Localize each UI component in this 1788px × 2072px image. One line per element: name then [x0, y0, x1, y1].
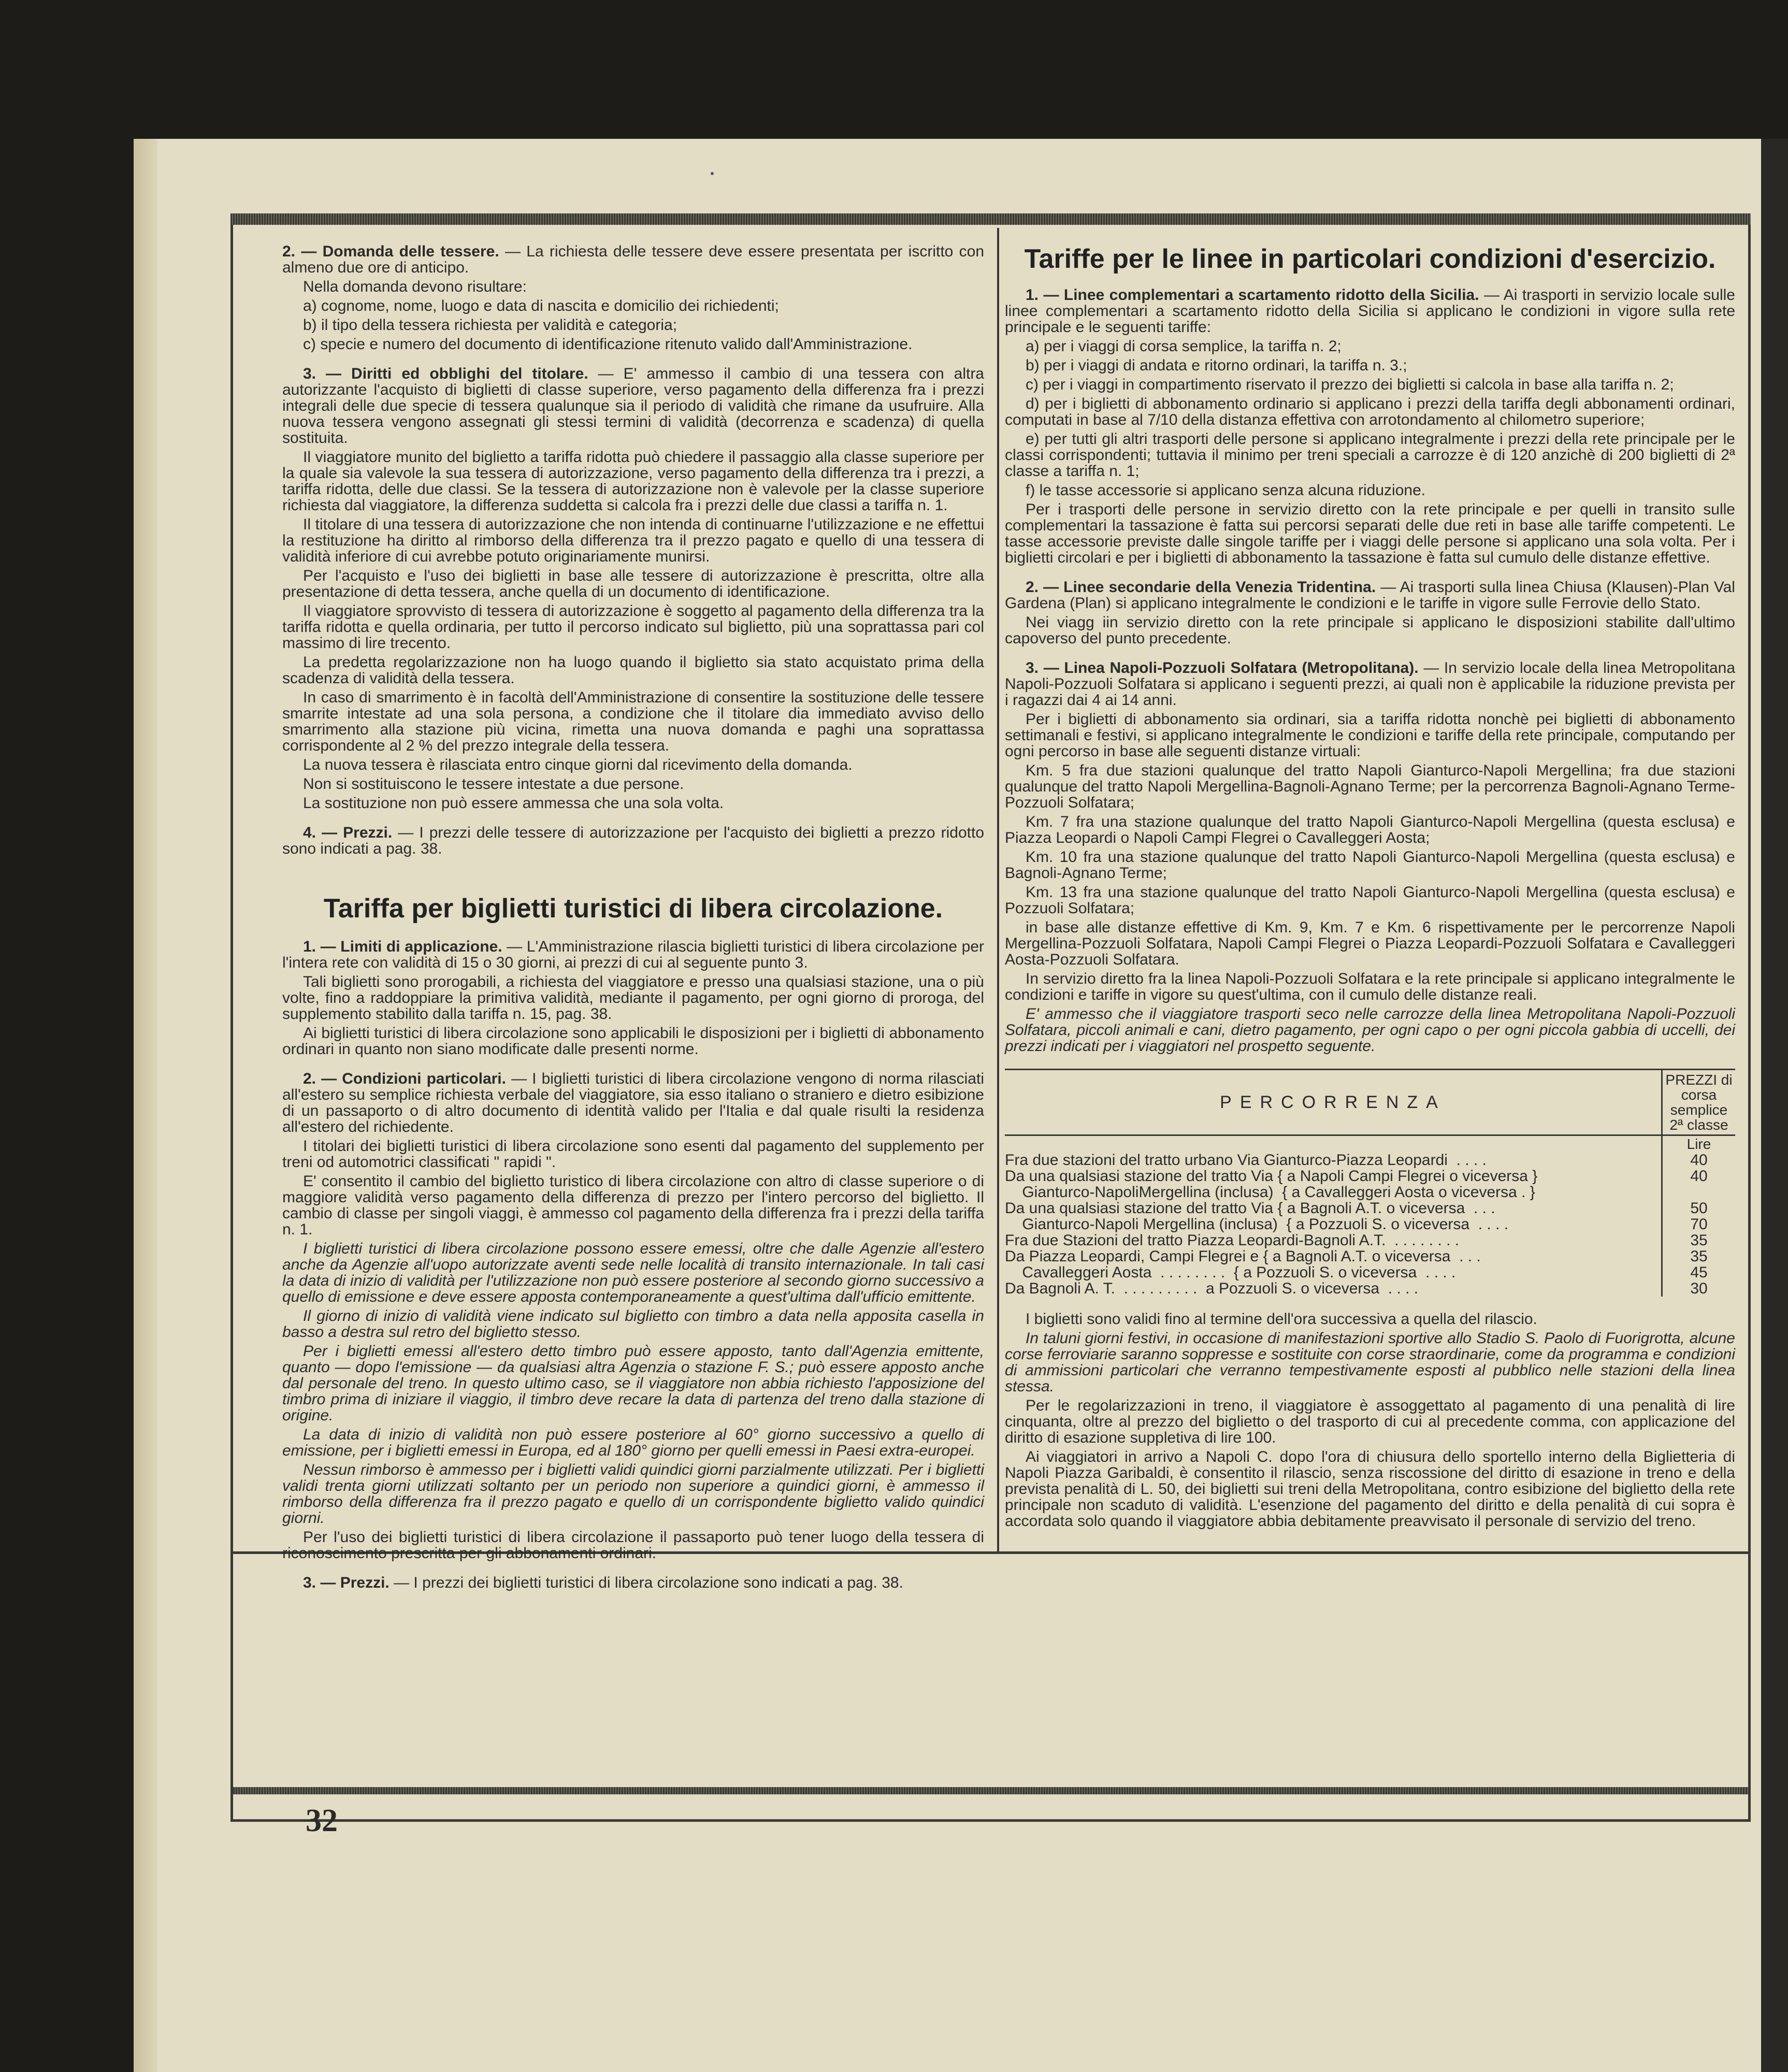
- price-cell: 50: [1661, 1200, 1735, 1216]
- paragraph: La predetta regolarizzazione non ha luogo quando il biglietto sia stato acquistato prima della scadenza di validità della tessera.: [282, 654, 984, 687]
- section-title: — Prezzi.: [322, 824, 393, 841]
- section-venezia-tridentina: [1005, 579, 1735, 611]
- route-cell: Gianturco-Napoli Mergellina (inclusa) { a Pozzuoli S. o viceversa . . . .: [1005, 1216, 1509, 1232]
- paragraph: Nei viagg iin servizio diretto con la rete principale si applicano le disposizioni stabilite dall'ultimo capoverso del punto precedente.: [1005, 614, 1735, 647]
- paragraph: E' consentito il cambio del biglietto turistico di libera circolazione con altro di classe superiore o di maggiore validità verso pagamento della differenza di prezzo per l'intero percorso del biglietto. Il cambio di classe per singoli viaggi, è ammesso col pagamento della differenza fra i prezzi della tariffa n. 1.: [282, 1173, 984, 1238]
- section-limiti-applicazione: [282, 939, 984, 971]
- section-napoli-pozzuoli: [1005, 660, 1735, 708]
- heading-tariffa-turistici: Tariffa per biglietti turistici di libera circolazione.: [323, 894, 943, 924]
- paragraph: La nuova tessera è rilasciata entro cinque giorni dal ricevimento della domanda.: [303, 756, 853, 773]
- page-binding-edge: [134, 139, 157, 2072]
- paragraph: Ai biglietti turistici di libera circolazione sono applicabili le disposizioni per i biglietti di abbonamento ordinari in quanto non siano modificate dalle presenti norme.: [282, 1025, 984, 1058]
- list-item: Km. 7 fra una stazione qualunque del tratto Napoli Gianturco-Napoli Mergellina (questa esclusa) e Piazza Leopardi o Napoli Campi Flegrei o Cavalleggeri Aosta;: [1005, 813, 1735, 846]
- paragraph: Ai viaggiatori in arrivo a Napoli C. dopo l'ora di chiusura dello sportello interno della Biglietteria di Napoli Piazza Garibaldi, è consentito il rilascio, senza riscossione del diritto di esazione in treno e della prevista penalità di L. 50, dei biglietti sui treni della Metropolitana, contro esibizione del biglietto della rete principale non scaduto di validità. L'esenzione del pagamento del diritto e della penalità di cui sopra è accordata solo quando il viaggiatore abbia debitamente preavvisato il personale di servizio del treno.: [1005, 1448, 1735, 1530]
- paragraph: Per l'uso dei biglietti turistici di libera circolazione il passaporto può tener luogo della tessera di riconoscimento prescritta per gli abbonamenti ordinari.: [282, 1529, 984, 1562]
- list-item: e) per tutti gli altri trasporti delle persone si applicano integralmente i prezzi della rete principale per le classi corrispondenti; tuttavia il minimo per treni speciali a carrozze è di 120 anzichè di 200 biglietti di 2ª classe a tariffa n. 1;: [1005, 430, 1735, 480]
- paragraph: Per i trasporti delle persone in servizio diretto con la rete principale e per quelli in transito sulle complementari la tassazione è fatta sui percorsi separati delle due reti in base alle tariffe competenti. Le tasse accessorie previste dalle singole tariffe per i viaggi delle persone si applicano una sola volta. Per i biglietti circolari e per i biglietti di abbonamento la tassazione è fatta sul cumulo delle distanze effettive.: [1005, 501, 1735, 566]
- paragraph: Nella domanda devono risultare:: [303, 278, 527, 295]
- paragraph: Per i biglietti di abbonamento sia ordinari, sia a tariffa ridotta nonchè pei biglietti di abbonamento settimanali e festivi, si applicano integralmente le condizioni e tariffe della rete principale, computando per ogni percorso in base alle seguenti distanze virtuali:: [1005, 711, 1735, 760]
- section-linee-sicilia: [1005, 287, 1735, 335]
- section-number: 4.: [303, 824, 316, 841]
- paragraph: Per l'acquisto e l'uso dei biglietti in base alle tessere di autorizzazione è prescritta, oltre alla presentazione di detta tessera, anche quella di un documento di identificazione.: [282, 567, 984, 600]
- column-header-prezzi: PREZZI di corsa semplice 2ª classe: [1661, 1070, 1735, 1134]
- price-cell: 40: [1661, 1168, 1735, 1184]
- route-cell: Fra due stazioni del tratto urbano Via Gianturco-Piazza Leopardi . . . .: [1005, 1152, 1487, 1168]
- column-header-percorrenza: PERCORRENZA: [1220, 1092, 1446, 1112]
- price-cell: 30: [1661, 1280, 1735, 1297]
- table-unit-row: [1005, 1136, 1735, 1152]
- italic-note: La data di inizio di validità non può essere posteriore al 60° giorno successivo a quello di emissione, per i biglietti emessi in Europa, ed al 180° giorno per quelli emessi in Paesi extra-europei.: [282, 1426, 984, 1459]
- frame-top-rule: [230, 213, 1751, 225]
- section-prezzi-turistici: [282, 1575, 984, 1591]
- italic-note: I biglietti turistici di libera circolazione possono essere emessi, oltre che dalle Agenzie all'estero anche da Agenzie all'uopo autorizzate aventi sede nelle località di transito internazionale. In tali casi la data di inizio di validità per l'utilizzazione non può essere posteriore al secondo giorno successivo a quello di emissione e deve essere apposta contemporaneamente a quest'ultima dall'ufficio emittente.: [282, 1240, 984, 1305]
- paragraph: — I prezzi delle tessere di autorizzazione per l'acquisto dei biglietti a prezzo ridotto sono indicati a pag. 38.: [282, 824, 984, 857]
- paragraph: — Ai trasporti sulla linea Chiusa (Klausen)-Plan Val Gardena (Plan) si applicano integralmente le condizioni e le tariffe in vigore sulle Ferrovie dello Stato.: [1005, 579, 1735, 612]
- section-title: — Linee secondarie della Venezia Tridentina.: [1043, 579, 1376, 596]
- section-domanda-tessere: [282, 243, 984, 276]
- list-item: a) cognome, nome, luogo e data di nascita e domicilio dei richiedenti;: [303, 297, 779, 314]
- section-title: — Linea Napoli-Pozzuoli Solfatara (Metropolitana).: [1043, 659, 1419, 677]
- section-number: 3.: [303, 1574, 316, 1591]
- table-body: [1005, 1152, 1735, 1297]
- left-column: [282, 243, 984, 1594]
- unit-label: Lire: [1661, 1136, 1735, 1152]
- paragraph: Il viaggiatore sprovvisto di tessera di autorizzazione è soggetto al pagamento della differenza tra la tariffa ridotta e quella ordinaria, per tutto il percorso indicato sul biglietto, più una soprattassa pari col massimo di lire trecento.: [282, 602, 984, 652]
- ink-dot: [711, 172, 714, 175]
- table-row: [1005, 1216, 1735, 1232]
- price-cell: 40: [1661, 1152, 1735, 1168]
- paragraph: La sostituzione non può essere ammessa che una sola volta.: [303, 795, 724, 812]
- table-row: [1005, 1232, 1735, 1248]
- italic-note: Nessun rimborso è ammesso per i biglietti validi quindici giorni parzialmente utilizzati. Per i biglietti validi trenta giorni utilizzati soltanto per un periodo non superiore a quindici giorni, è ammesso il rimborso della differenza fra il prezzo pagato e quello di un corrispondente biglietto valido quindici giorni.: [282, 1461, 984, 1527]
- paragraph: Non si sostituiscono le tessere intestate a due persone.: [303, 775, 684, 793]
- table-row: [1005, 1168, 1735, 1184]
- column-divider: [997, 228, 999, 1551]
- route-cell: Da una qualsiasi stazione del tratto Via { a Bagnoli A.T. o viceversa . . .: [1005, 1200, 1495, 1216]
- paragraph: Il titolare di una tessera di autorizzazione che non intenda di continuarne l'utilizzazione e ne effettui la restituzione ha diritto al rimborso della differenza tra il prezzo pagato e quello di una tessera di validità inferiore di cui avrebbe potuto originariamente munirsi.: [282, 516, 984, 565]
- section-number: 1.: [303, 938, 316, 955]
- price-cell: 35: [1661, 1248, 1735, 1264]
- price-cell: 45: [1661, 1264, 1735, 1280]
- paragraph: Tali biglietti sono prorogabili, a richiesta del viaggiatore e presso una qualsiasi stazione, una o più volte, fino a raddoppiare la primitiva validità, mediante il pagamento, per ogni giorno di proroga, del supplemento stabilito dalla tariffa n. 15, pag. 38.: [282, 973, 984, 1023]
- section-number: 2.: [303, 1070, 316, 1087]
- route-cell: Da Piazza Leopardi, Campi Flegrei e { a Bagnoli A.T. o viceversa . . .: [1005, 1248, 1481, 1264]
- price-cell: 35: [1661, 1232, 1735, 1248]
- paragraph: — In servizio locale della linea Metropolitana Napoli-Pozzuoli Solfatara si applicano i seguenti prezzi, ai quali non è applicabile la riduzione prevista per i ragazzi dai 4 ai 14 anni.: [1005, 659, 1735, 709]
- list-item: b) il tipo della tessera richiesta per validità e categoria;: [303, 316, 677, 334]
- section-number: 2.: [1026, 579, 1039, 596]
- italic-note: Il giorno di inizio di validità viene indicato sul biglietto con timbro a data nella apposita casella in basso a destra sul retro del biglietto stesso.: [282, 1307, 984, 1341]
- section-title: — Prezzi.: [320, 1574, 390, 1591]
- paragraph: Per le regolarizzazioni in treno, il viaggiatore è assoggettato al pagamento di una penalità di lire cinquanta, oltre al prezzo del biglietto o del trasporto di cui al precedente comma, con applicazione del diritto di esazione suppletiva di lire 100.: [1005, 1397, 1735, 1446]
- page-right-shadow: [1761, 139, 1788, 2072]
- right-column: [1005, 243, 1735, 1532]
- italic-note: E' ammesso che il viaggiatore trasporti seco nelle carrozze della linea Metropolitana Napoli-Pozzuoli Solfatara, piccoli animali e cani, dietro pagamento, per ogni capo o per ogni piccola gabbia di uccelli, dei prezzi indicati per i viaggiatori nel prospetto seguente.: [1005, 1005, 1735, 1055]
- route-cell: Da Bagnoli A. T. . . . . . . . . . a Pozzuoli S. o viceversa . . . .: [1005, 1280, 1419, 1297]
- route-cell: Cavalleggeri Aosta . . . . . . . . { a Pozzuoli S. o viceversa . . . .: [1005, 1264, 1456, 1280]
- table-row: [1005, 1200, 1735, 1216]
- route-cell: Gianturco-NapoliMergellina (inclusa) { a Cavalleggeri Aosta o viceversa . }: [1005, 1184, 1535, 1200]
- paragraph: — I prezzi dei biglietti turistici di libera circolazione sono indicati a pag. 38.: [389, 1574, 903, 1591]
- paragraph: — L'Amministrazione rilascia biglietti turistici di libera circolazione per l'intera rete con validità di 15 o 30 giorni, ai prezzi di cui al seguente punto 3.: [282, 938, 984, 971]
- heading-tariffe-linee: Tariffe per le linee in particolari condizioni d'esercizio.: [1024, 244, 1716, 274]
- section-number: 3.: [303, 365, 316, 382]
- table-row: [1005, 1280, 1735, 1297]
- list-item: Km. 5 fra due stazioni qualunque del tratto Napoli Gianturco-Napoli Mergellina; fra due stazioni qualunque del tratto Napoli Mergellina-Bagnoli-Agnano Terme; per la percorrenza Bagnoli-Agnano Terme-Pozzuoli Solfatara;: [1005, 762, 1735, 811]
- section-title: — Domanda delle tessere.: [301, 243, 499, 260]
- section-condizioni-particolari: [282, 1071, 984, 1135]
- list-item: d) per i biglietti di abbonamento ordinario si applicano i prezzi della tariffa degli abbonamenti ordinari, computati in base al 7/10 della distanza effettiva con arrotondamento al chilometro superiore;: [1005, 395, 1735, 428]
- table-row: [1005, 1184, 1735, 1200]
- paragraph: I titolari dei biglietti turistici di libera circolazione sono esenti dal pagamento del supplemento per treni od automotrici classificati " rapidi ".: [282, 1138, 984, 1171]
- footer-rule: [233, 1787, 1748, 1794]
- paragraph: — I biglietti turistici di libera circolazione vengono di norma rilasciati all'estero su semplice richiesta verbale del viaggiatore, sia esso italiano o straniero e dietro esibizione di un passaporto o di altro documento di identità valido per l'Italia e dal quale risulti la residenza all'estero del richiedente.: [282, 1070, 984, 1135]
- section-prezzi-tessere: [282, 825, 984, 857]
- route-cell: Fra due Stazioni del tratto Piazza Leopardi-Bagnoli A.T. . . . . . . . .: [1005, 1232, 1460, 1248]
- paragraph: In caso di smarrimento è in facoltà dell'Amministrazione di consentire la sostituzione delle tessere smarrite intestate ad una sola persona, a condizione che il titolare dia immediato avviso dello smarrimento alla stazione più vicina, rimetta una nuova domanda e paghi una soprattassa corrispondente al 2 % del prezzo integrale della tessera.: [282, 689, 984, 754]
- paragraph: Il viaggiatore munito del biglietto a tariffa ridotta può chiedere il passaggio alla classe superiore per la quale sia valevole la sua tessera di autorizzazione, verso pagamento della differenza tra i prezzi, a tariffa ridotta, delle due classi. Se la tessera di autorizzazione non è valevole per la classe superiore richiesta dal viaggiatore, la differenza suddetta si calcola fra i prezzi delle due classi a tariffa n. 1.: [282, 449, 984, 514]
- section-number: 1.: [1026, 286, 1039, 304]
- list-item: b) per i viaggi di andata e ritorno ordinari, la tariffa n. 3.;: [1026, 357, 1407, 374]
- price-cell: 70: [1661, 1216, 1735, 1232]
- list-item: f) le tasse accessorie si applicano senza alcuna riduzione.: [1026, 482, 1426, 499]
- italic-note: In taluni giorni festivi, in occasione di manifestazioni sportive allo Stadio S. Paolo di Fuorigrotta, alcune corse ferroviarie saranno soppresse e sostituite con corse straordinarie, come da programma e condizioni di ammissioni particolari che verranno tempestivamente esposti al pubblico nelle stazioni della linea stessa.: [1005, 1330, 1735, 1395]
- paragraph: I biglietti sono validi fino al termine dell'ora successiva a quella del rilascio.: [1026, 1311, 1537, 1328]
- spacer: [1005, 1136, 1661, 1152]
- price-table: [1005, 1069, 1735, 1297]
- section-title: — Limiti di applicazione.: [320, 938, 502, 955]
- paragraph: — La richiesta delle tessere deve essere presentata per iscritto con almeno due ore di anticipo.: [282, 243, 985, 276]
- table-row: [1005, 1248, 1735, 1264]
- list-item: Km. 13 fra una stazione qualunque del tratto Napoli Gianturco-Napoli Mergellina (questa esclusa) e Pozzuoli Solfatara;: [1005, 884, 1735, 917]
- section-title: — Diritti ed obblighi del titolare.: [326, 365, 588, 382]
- italic-note: Per i biglietti emessi all'estero detto timbro può essere apposto, tanto dall'Agenzia emittente, quanto — dopo l'emissione — da qualsiasi altra Agenzia o stazione F. S.; può essere apposto anche dal personale del treno. In questo ultimo caso, se il viaggiatore non abbia richiesto l'apposizione del timbro prima di iniziare il viaggio, il timbro deve recare la data di partenza del treno dalla stazione di origine.: [282, 1343, 984, 1424]
- paragraph: In servizio diretto fra la linea Napoli-Pozzuoli Solfatara e la rete principale si applicano integralmente le condizioni e tariffe in vigore su quest'ultima, con il cumulo delle distanze reali.: [1005, 970, 1735, 1003]
- table-row: [1005, 1264, 1735, 1280]
- section-number: 3.: [1026, 659, 1039, 677]
- section-title: — Linee complementari a scartamento ridotto della Sicilia.: [1043, 286, 1479, 304]
- section-number: 2.: [282, 243, 296, 260]
- list-item: c) specie e numero del documento di identificazione ritenuto valido dall'Amministrazione.: [303, 336, 913, 353]
- list-item: Km. 10 fra una stazione qualunque del tratto Napoli Gianturco-Napoli Mergellina (questa esclusa) e Bagnoli-Agnano Terme;: [1005, 848, 1735, 882]
- page-number: 32: [306, 1803, 338, 1838]
- list-item: c) per i viaggi in compartimento riservato il prezzo dei biglietti si calcola in base alla tariffa n. 2;: [1026, 376, 1674, 393]
- table-row: [1005, 1152, 1735, 1168]
- list-item: a) per i viaggi di corsa semplice, la tariffa n. 2;: [1026, 338, 1342, 355]
- section-diritti-obblighi: [282, 366, 984, 446]
- list-item: in base alle distanze effettive di Km. 9, Km. 7 e Km. 6 rispettivamente per le percorrenze Napoli Mergellina-Pozzuoli Solfatara, Napoli Campi Flegrei o Piazza Leopardi-Pozzuoli Solfatara e Cavalleggeri Aosta-Pozzuoli Solfatara.: [1005, 919, 1735, 968]
- price-cell: [1661, 1184, 1735, 1200]
- paragraph: — E' ammesso il cambio di una tessera con altra autorizzante l'acquisto di biglietti di classe superiore, verso pagamento della differenza fra i prezzi integrali delle due specie di tessera qualunque sia il periodo di validità che rimane da usufruire. Alla nuova tessera vengono assegnati gli stessi termini di validità (decorrenza e scadenza) di quella sostituita.: [282, 365, 984, 447]
- table-header: [1005, 1070, 1735, 1136]
- section-title: — Condizioni particolari.: [321, 1070, 506, 1087]
- route-cell: Da una qualsiasi stazione del tratto Via { a Napoli Campi Flegrei o viceversa }: [1005, 1168, 1538, 1184]
- paragraph: — Ai trasporti in servizio locale sulle linee complementari a scartamento ridotto della Sicilia si applicano le condizioni in vigore sulla rete principale e le seguenti tariffe:: [1005, 286, 1735, 336]
